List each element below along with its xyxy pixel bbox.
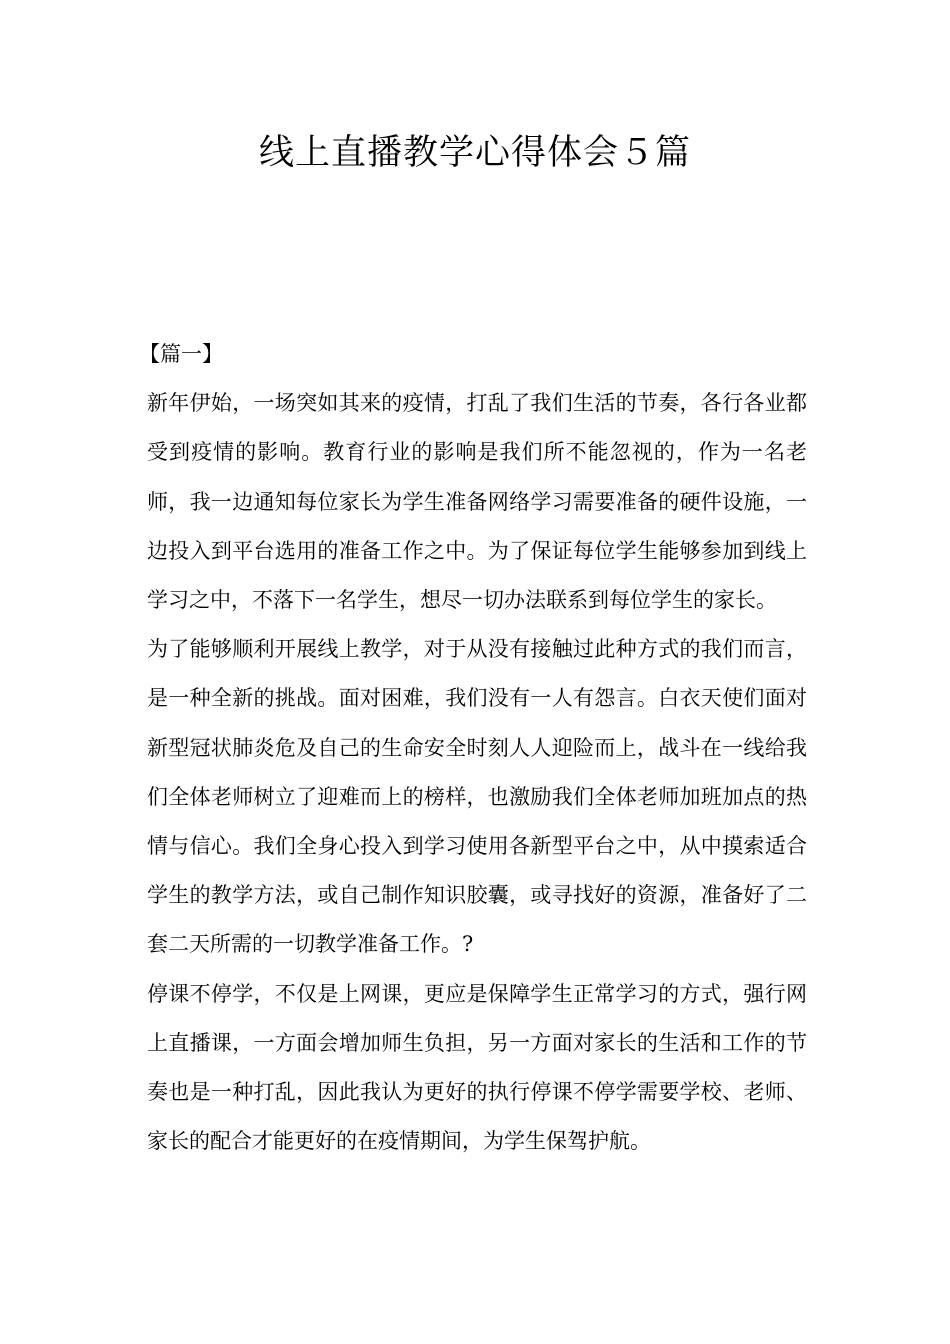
- paragraph: 停课不停学，不仅是上网课，更应是保障学生正常学习的方式，强行网上直播课，一方面会增加师生负担，另一方面对家长的生活和工作的节奏也是一种打乱，因此我认为更好的执行停课不停学需要学校、老师、家长的配合才能更好的在疫情期间，为学生保驾护航。: [147, 981, 807, 1154]
- paragraph: 新年伊始，一场突如其来的疫情，打乱了我们生活的节奏，各行各业都受到疫情的影响。教育行业的影响是我们所不能忽视的，作为一名老师，我一边通知每位家长为学生准备网络学习需要准备的硬件设施，一边投入到平台选用的准备工作之中。为了保证每位学生能够参加到线上学习之中，不落下一名学生，想尽一切办法联系到每位学生的家长。: [147, 391, 807, 613]
- paragraph: 为了能够顺利开展线上教学，对于从没有接触过此种方式的我们而言，是一种全新的挑战。面对困难，我们没有一人有怨言。白衣天使们面对新型冠状肺炎危及自己的生命安全时刻人人迎险而上，战斗在一线给我们全体老师树立了迎难而上的榜样，也激励我们全体老师加班加点的热情与信心。我们全身心投入到学习使用各新型平台之中，从中摸索适合学生的教学方法，或自己制作知识胶囊，或寻找好的资源，准备好了二套二天所需的一切教学准备工作。?: [147, 637, 807, 957]
- section-heading: 【篇一】: [139, 342, 223, 366]
- document-body: [139, 330, 807, 1166]
- document-title: 线上直播教学心得体会５篇: [258, 133, 691, 173]
